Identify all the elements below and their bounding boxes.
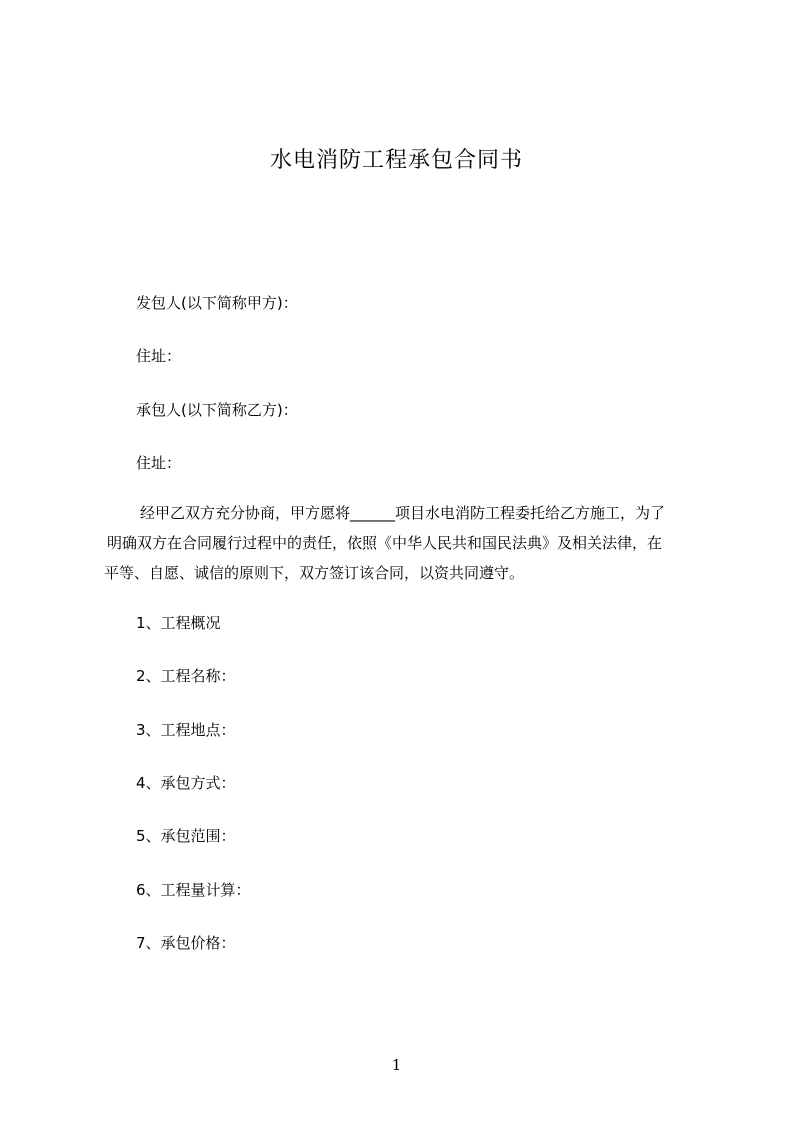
clause-item: 1、工程概况 bbox=[136, 614, 221, 632]
clause-item: 6、工程量计算： bbox=[136, 881, 251, 899]
intro-line: 经甲乙双方充分协商，甲方愿将______项目水电消防工程委托给乙方施工，为了 bbox=[140, 504, 666, 522]
intro-paragraph bbox=[104, 498, 704, 588]
clause-item: 5、承包范围： bbox=[136, 827, 236, 845]
clause-item: 2、工程名称： bbox=[136, 667, 236, 685]
intro-line: 平等、自愿、诚信的原则下，双方签订该合同，以资共同遵守。 bbox=[104, 564, 525, 582]
party-b-address-label: 住址： bbox=[136, 454, 182, 472]
clause-item: 7、承包价格： bbox=[136, 934, 236, 952]
clause-item: 4、承包方式： bbox=[136, 774, 236, 792]
page-number: 1 bbox=[391, 1056, 402, 1074]
clause-item: 3、工程地点： bbox=[136, 721, 236, 739]
intro-line: 明确双方在合同履行过程中的责任，依照《中华人民共和国民法典》及相关法律，在 bbox=[107, 534, 663, 552]
party-a-address-label: 住址： bbox=[136, 347, 182, 365]
party-a-label: 发包人(以下简称甲方)： bbox=[136, 294, 298, 312]
document-title: 水电消防工程承包合同书 bbox=[269, 148, 523, 173]
party-b-label: 承包人(以下简称乙方)： bbox=[136, 401, 298, 419]
